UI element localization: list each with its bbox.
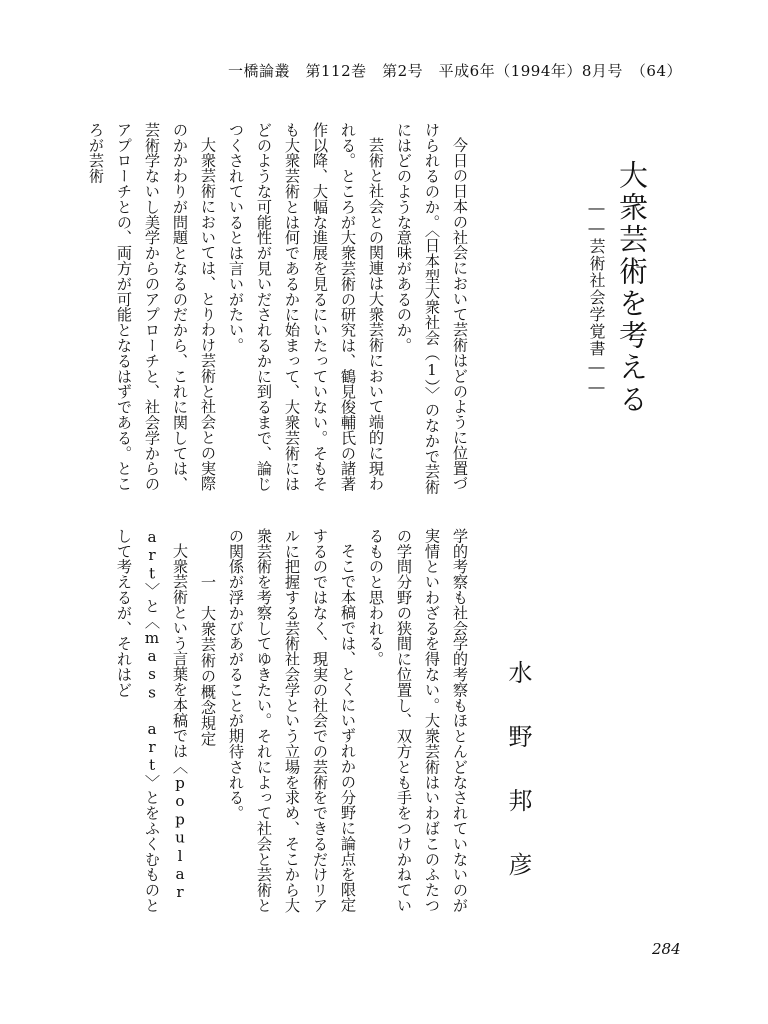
- body-paragraph-3: 大衆芸術においては、とりわけ芸術と社会との実際のかかわりが問題となるのだから、これに関しては、芸術学ないし美学からのアプローチと、社会学からのアプローチとの、両方が可能となるはずである。ところが芸術: [87, 122, 217, 492]
- body-paragraph-2: 芸術と社会との関連は大衆芸術において端的に現われる。ところが大衆芸術の研究は、鶴見俊輔氏の諸著作以降、大幅な進展を見るにいたっていない。そもそも大衆芸術とは何であるかに始まって、大衆芸術にはどのような可能性が見いだされるかに到るまで、論じつくされているとは言いがたい。: [227, 122, 385, 492]
- article-title: 大衆芸術を考える: [615, 160, 649, 416]
- section-heading: 一 大衆芸術の概念規定: [199, 573, 217, 747]
- article-subtitle: ――芸術社会学覚書――: [587, 198, 606, 397]
- author-name: 水野邦彦: [504, 660, 532, 916]
- running-head: 一橋論叢 第112巻 第2号 平成6年（1994年）8月号 （64）: [228, 62, 683, 80]
- body-lower-block: [72, 528, 474, 928]
- body-paragraph-1: 今日の日本の社会において芸術はどのように位置づけられるのか。〈日本型大衆社会（1）〉のなかで芸術にはどのような意味があるのか。: [395, 122, 469, 495]
- body-upper-block: [87, 122, 474, 502]
- body-paragraph-5: 大衆芸術という言葉を本稿では〈popular art〉と〈mass art〉とをふくむものとして考えるが、それはど: [115, 528, 189, 913]
- body-paragraph-3-continued: 学的考察も社会学的考察もほとんどなされていないのが実情といわざるを得ない。大衆芸術はいわばこのふたつの学問分野の狭間に位置し、双方とも手をつけかねているものと思われる。: [367, 528, 469, 913]
- body-paragraph-4: そこで本稿では、とくにいずれかの分野に論点を限定するのではなく、現実の社会での芸術をできるだけリアルに把握する芸術社会学という立場を求め、そこから大衆芸術を考察してゆきたい。それによって社会と芸術との関係が浮かびあがることが期待される。: [227, 528, 357, 913]
- page-number: 284: [652, 940, 681, 958]
